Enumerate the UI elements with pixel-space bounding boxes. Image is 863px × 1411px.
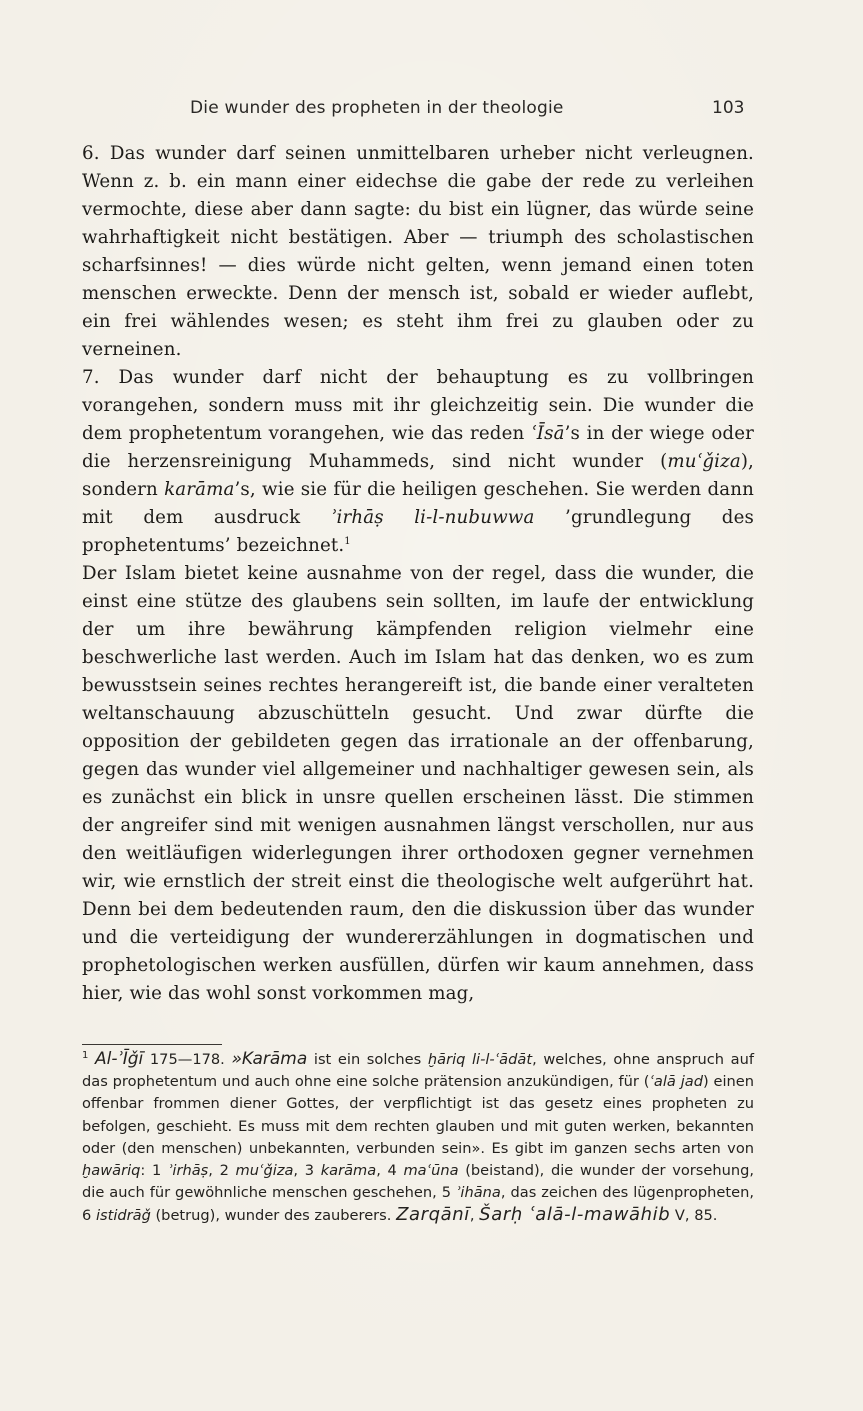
term-hariq: ḫāriq li-l-ʿādāt: [427, 1051, 533, 1068]
main-text: [82, 140, 754, 1008]
term-ihana: ʾihāna: [455, 1184, 501, 1202]
term-mauna: maʿūna: [403, 1162, 459, 1180]
footnote-karama-quote: »Karāma: [231, 1049, 308, 1069]
paragraph-7-text-b: ’s in der wiege oder die herzensreinigung Muhammeds, sind nicht wunder (: [82, 423, 754, 472]
running-title: Die wunder des propheten in der theologie: [190, 98, 564, 118]
footnote-text: , das zeichen des lügenpropheten, 6: [82, 1184, 754, 1225]
footnote-text: (betrug), wunder des zauberers.: [150, 1207, 397, 1225]
paragraph-7-text-d: ’s, wie sie für die heiligen geschehen. Sie werden dann mit dem ausdruck: [82, 479, 754, 528]
work-sarh: Šarḥ ʿalā-l-mawāhib: [479, 1204, 671, 1226]
author-zarqani: Zarqānī: [396, 1204, 470, 1226]
footnote-reference[interactable]: 1: [344, 535, 351, 547]
footnote-text: , 3: [293, 1162, 321, 1180]
paragraph-6: [82, 140, 754, 364]
footnote-1: [82, 1048, 754, 1228]
paragraph-7: [82, 364, 754, 560]
footnote-text: , 4: [376, 1162, 404, 1180]
term-karama: karāma: [164, 479, 235, 500]
footnote-pages: 175—178.: [143, 1051, 232, 1068]
paragraph-islam: [82, 560, 754, 1008]
footnote-text: ,: [469, 1207, 480, 1225]
footnote-mark: 1: [82, 1050, 89, 1062]
paragraph-7-text-a: 7. Das wunder darf nicht der behauptung es zu vollbringen vorangehen, sondern muss mit ihr gleichzeitig sein. Die wunder die dem prophetentum vorangehen, wie das reden: [82, 367, 754, 444]
footnote-text: V, 85.: [670, 1207, 718, 1225]
term-irhas-fn: ʾirhāṣ: [167, 1162, 209, 1180]
footnote-text: ) einen offenbar frommen diener Gottes, der verpflichtigt ist das gesetz eines propheten zu befolgen, geschieht. Es muss mit dem rechten glauben und mit guten werken, bekannten oder (den menschen) unbekannten, verbunden sein». Es gibt im ganzen sechs arten von: [82, 1073, 755, 1157]
paragraph-islam-text: Der Islam bietet keine ausnahme von der regel, dass die wunder, die einst eine stütze des glaubens sein sollten, im laufe der entwicklung der um ihre bewährung kämpfenden religion vielmehr eine beschwerliche last werden. Auch im Islam hat das denken, wo es zum bewusstsein seines rechtes herangereift ist, die bande einer veralteten weltanschauung abzuschütteln gesucht. Und zwar dürfte die opposition der gebildeten gegen das irrationale an der offenbarung, gegen das wunder viel allgemeiner und nachhaltiger gewesen sein, als es zunächst ein blick in unsre quellen erscheinen lässt. Die stimmen der angreifer sind mit wenigen ausnahmen längst verschollen, nur aus den weitläufigen widerlegungen ihrer orthodoxen gegner vernehmen wir, wie ernstlich der streit einst die theologische welt aufgerührt hat. Denn bei dem bedeutenden raum, den die diskussion über das wunder und die verteidigung der wundererzählungen in dogmatischen und prophetologischen werken ausfüllen, dürfen wir kaum annehmen, dass hier, wie das wohl sonst vorkommen mag,: [82, 563, 754, 1004]
paragraph-6-text: 6. Das wunder darf seinen unmittelbaren urheber nicht verleugnen. Wenn z. b. ein mann einer eidechse die gabe der rede zu verleihen vermochte, diese aber dann sagte: du bist ein lügner, das würde seine wahrhaftigkeit nicht bestätigen. Aber — triumph des scholastischen scharfsinnes! — dies würde nicht gelten, wenn jemand einen toten menschen erweckte. Denn der mensch ist, sobald er wieder auflebt, ein frei wählendes wesen; es steht ihm frei zu glauben oder zu verneinen.: [82, 143, 754, 360]
footnote-text: ist ein solches: [307, 1051, 428, 1068]
paragraph-7-text-e: ’grundlegung des prophetentums’ bezeichnet.: [82, 507, 754, 556]
term-irhas: ʾirhāṣ li-l-nubuwwa: [330, 507, 535, 528]
footnote-text: : 1: [140, 1162, 168, 1180]
footnote-divider: [82, 1044, 222, 1045]
term-hawariq: ḫawāriq: [82, 1162, 141, 1180]
footnote-text: , 2: [208, 1162, 236, 1180]
page-header: [0, 98, 863, 128]
footnote-area: [82, 1048, 754, 1228]
term-karama-fn: karāma: [320, 1162, 377, 1180]
footnote-text: (beistand), die wunder der vorsehung, die auch für gewöhnliche menschen geschehen, 5: [82, 1162, 755, 1202]
term-isa: ʿĪsā: [531, 423, 565, 444]
footnote-source: Al-ʾĪǧī: [95, 1049, 144, 1069]
term-mugiza: muʿǧiza: [667, 451, 741, 472]
paragraph-7-text-c: ), sondern: [82, 451, 754, 500]
term-istidrag: istidrāǧ: [95, 1207, 151, 1225]
footnote-text: , welches, ohne anspruch auf das prophetentum und auch ohne eine solche prätension anzukündigen, für (: [82, 1051, 754, 1091]
term-ala-jad: ʿalā jad: [649, 1073, 703, 1091]
page-number: 103: [712, 98, 745, 118]
term-mugiza-fn: muʿǧiza: [235, 1162, 294, 1180]
